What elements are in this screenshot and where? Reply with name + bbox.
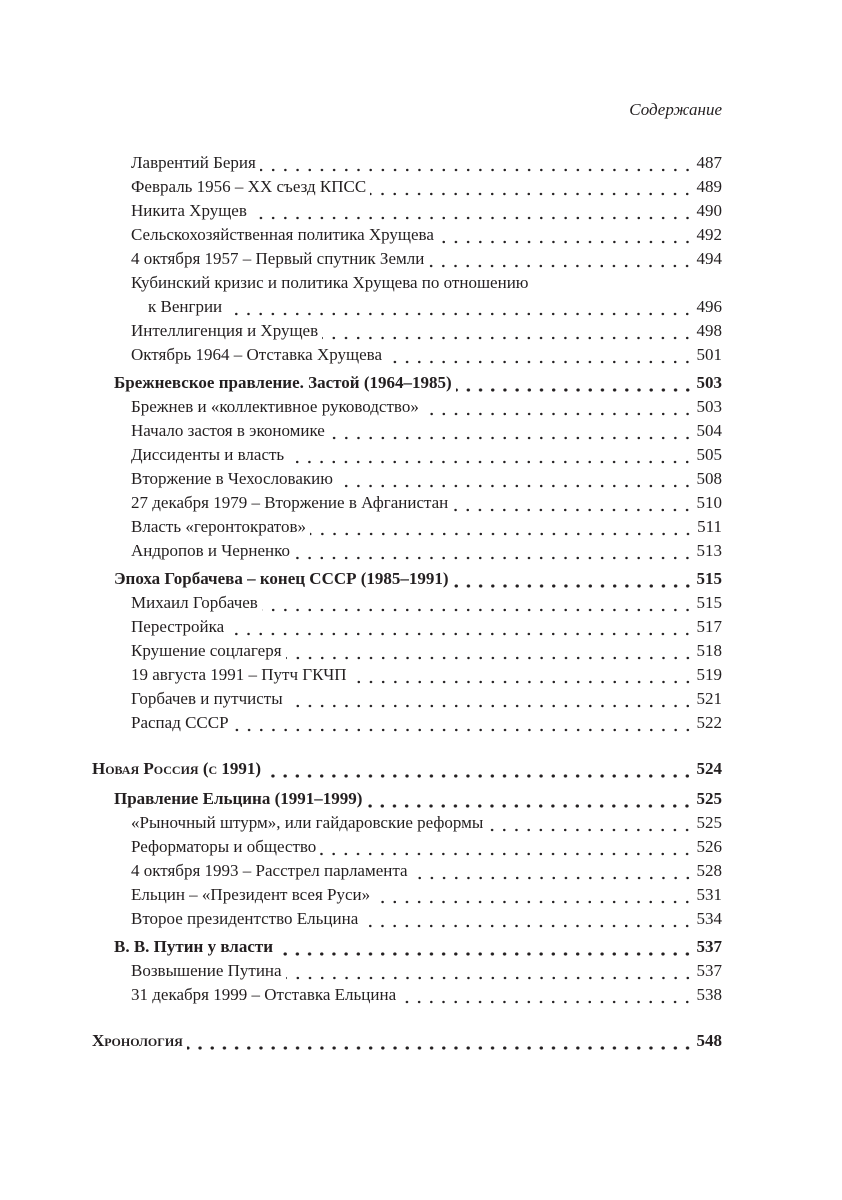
page-number: 511 (694, 515, 722, 539)
entry-title: Октябрь 1964 – Отставка Хрущева (131, 343, 386, 367)
dot-leader (438, 223, 694, 247)
entry-title: 27 декабря 1979 – Вторжение в Афганистан (131, 491, 452, 515)
dot-leader (337, 467, 694, 491)
toc-entry[interactable] (92, 639, 722, 663)
entry-title: Лаврентий Берия (131, 151, 260, 175)
entry-title: Начало застоя в экономике (131, 419, 329, 443)
entry-title: Распад СССР (131, 711, 233, 735)
dot-leader (362, 907, 693, 931)
page-number: 487 (694, 151, 723, 175)
page-number: 503 (694, 395, 723, 419)
entry-title: Правление Ельцина (1991–1999) (114, 787, 366, 811)
toc-entry[interactable] (92, 811, 722, 835)
entry-title: Брежнев и «коллективное руководство» (131, 395, 423, 419)
dot-leader (265, 757, 693, 781)
toc-entry[interactable] (92, 615, 722, 639)
page-number: 534 (694, 907, 723, 931)
entry-title: 4 октября 1957 – Первый спутник Земли (131, 247, 428, 271)
toc-entry[interactable] (92, 859, 722, 883)
entry-title: 4 октября 1993 – Расстрел парламента (131, 859, 412, 883)
toc-entry[interactable] (92, 319, 722, 343)
toc-entry-first-line (92, 271, 722, 295)
entry-title: В. В. Путин у власти (114, 935, 277, 959)
dot-leader (288, 443, 693, 467)
dot-leader (351, 663, 694, 687)
dot-leader (456, 371, 694, 395)
dot-leader (374, 883, 693, 907)
toc-entry[interactable] (92, 591, 722, 615)
toc-entry[interactable] (92, 395, 722, 419)
toc-entry[interactable] (92, 295, 722, 319)
dot-leader (428, 247, 693, 271)
toc-chapter[interactable] (92, 371, 722, 395)
page-number: 517 (694, 615, 723, 639)
toc-entry[interactable] (92, 467, 722, 491)
toc-entry[interactable] (92, 247, 722, 271)
dot-leader (453, 567, 694, 591)
entry-title: Никита Хрущев (131, 199, 251, 223)
toc-entry[interactable] (92, 199, 722, 223)
entry-title: к Венгрии (148, 295, 226, 319)
entry-title: Сельскохозяйственная политика Хрущева (131, 223, 438, 247)
toc-entry[interactable] (92, 443, 722, 467)
toc-entry[interactable] (92, 687, 722, 711)
toc-entry[interactable] (92, 491, 722, 515)
dot-leader (251, 199, 694, 223)
dot-leader (400, 983, 693, 1007)
page-number: 515 (694, 567, 723, 591)
toc-entry[interactable] (92, 983, 722, 1007)
dot-leader (260, 151, 694, 175)
dot-leader (277, 935, 693, 959)
page-number: 498 (694, 319, 723, 343)
toc-part[interactable] (92, 757, 722, 781)
running-header: Содержание (629, 100, 722, 119)
toc-entry[interactable] (92, 883, 722, 907)
page-number: 531 (694, 883, 723, 907)
dot-leader (370, 175, 693, 199)
page-number: 510 (694, 491, 723, 515)
page-number: 519 (694, 663, 723, 687)
entry-title: Михаил Горбачев (131, 591, 262, 615)
entry-title: 31 декабря 1999 – Отставка Ельцина (131, 983, 400, 1007)
page-number: 525 (694, 811, 723, 835)
toc-entry[interactable] (92, 663, 722, 687)
dot-leader (228, 615, 693, 639)
entry-title: «Рыночный штурм», или гайдаровские реформы (131, 811, 487, 835)
entry-title: Хронология (92, 1029, 187, 1053)
dot-leader (322, 319, 693, 343)
page-number: 494 (694, 247, 723, 271)
page-number: 505 (694, 443, 723, 467)
page-number: 538 (694, 983, 723, 1007)
page-number: 537 (694, 935, 723, 959)
toc-entry[interactable] (92, 515, 722, 539)
dot-leader (310, 515, 694, 539)
page-number: 489 (694, 175, 723, 199)
page-number: 528 (694, 859, 723, 883)
dot-leader (386, 343, 694, 367)
entry-title: Второе президентство Ельцина (131, 907, 362, 931)
toc-entry[interactable] (92, 343, 722, 367)
dot-leader (487, 811, 693, 835)
toc-entry[interactable] (92, 959, 722, 983)
toc-entry[interactable] (92, 907, 722, 931)
page-number: 492 (694, 223, 723, 247)
entry-title: Горбачев и путчисты (131, 687, 287, 711)
entry-title: 19 августа 1991 – Путч ГКЧП (131, 663, 351, 687)
page-number: 522 (694, 711, 723, 735)
dot-leader (233, 711, 694, 735)
toc-chapter[interactable] (92, 935, 722, 959)
page-number: 513 (694, 539, 723, 563)
page-number: 524 (694, 757, 723, 781)
toc-entry[interactable] (92, 223, 722, 247)
toc-entry[interactable] (92, 539, 722, 563)
entry-title: Интеллигенция и Хрущев (131, 319, 322, 343)
entry-title: Брежневское правление. Застой (1964–1985) (114, 371, 456, 395)
table-of-contents (92, 151, 722, 1053)
toc-entry[interactable] (92, 711, 722, 735)
entry-title: Реформаторы и общество (131, 835, 320, 859)
toc-entry[interactable] (92, 151, 722, 175)
dot-leader (262, 591, 694, 615)
entry-title: Февраль 1956 – XX съезд КПСС (131, 175, 370, 199)
entry-title: Ельцин – «Президент всея Руси» (131, 883, 374, 907)
page-number: 548 (694, 1029, 723, 1053)
dot-leader (294, 539, 694, 563)
toc-part[interactable] (92, 1029, 722, 1053)
page-number: 501 (694, 343, 723, 367)
toc-entry[interactable] (92, 175, 722, 199)
entry-title: Эпоха Горбачева – конец СССР (1985–1991) (114, 567, 453, 591)
dot-leader (226, 295, 693, 319)
page-number: 504 (694, 419, 723, 443)
dot-leader (423, 395, 694, 419)
entry-title: Кубинский кризис и политика Хрущева по отношению (131, 273, 529, 292)
page-number: 525 (694, 787, 723, 811)
dot-leader (187, 1029, 694, 1053)
entry-title: Диссиденты и власть (131, 443, 288, 467)
dot-leader (412, 859, 694, 883)
page-number: 537 (694, 959, 723, 983)
dot-leader (287, 687, 694, 711)
toc-chapter[interactable] (92, 567, 722, 591)
dot-leader (286, 959, 694, 983)
entry-title: Крушение соцлагеря (131, 639, 286, 663)
page-number: 521 (694, 687, 723, 711)
toc-chapter[interactable] (92, 787, 722, 811)
entry-title: Андропов и Черненко (131, 539, 294, 563)
dot-leader (329, 419, 694, 443)
page-number: 490 (694, 199, 723, 223)
page-number: 508 (694, 467, 723, 491)
dot-leader (286, 639, 694, 663)
toc-entry[interactable] (92, 835, 722, 859)
page-number: 526 (694, 835, 723, 859)
page-number: 515 (694, 591, 723, 615)
dot-leader (366, 787, 693, 811)
page-number: 503 (694, 371, 723, 395)
entry-title: Возвышение Путина (131, 959, 286, 983)
entry-title: Вторжение в Чехословакию (131, 467, 337, 491)
entry-title: Власть «геронтократов» (131, 515, 310, 539)
entry-title: Перестройка (131, 615, 228, 639)
page-number: 496 (694, 295, 723, 319)
page-number: 518 (694, 639, 723, 663)
dot-leader (452, 491, 693, 515)
dot-leader (320, 835, 693, 859)
toc-entry[interactable] (92, 419, 722, 443)
entry-title: Новая Россия (с 1991) (92, 757, 265, 781)
